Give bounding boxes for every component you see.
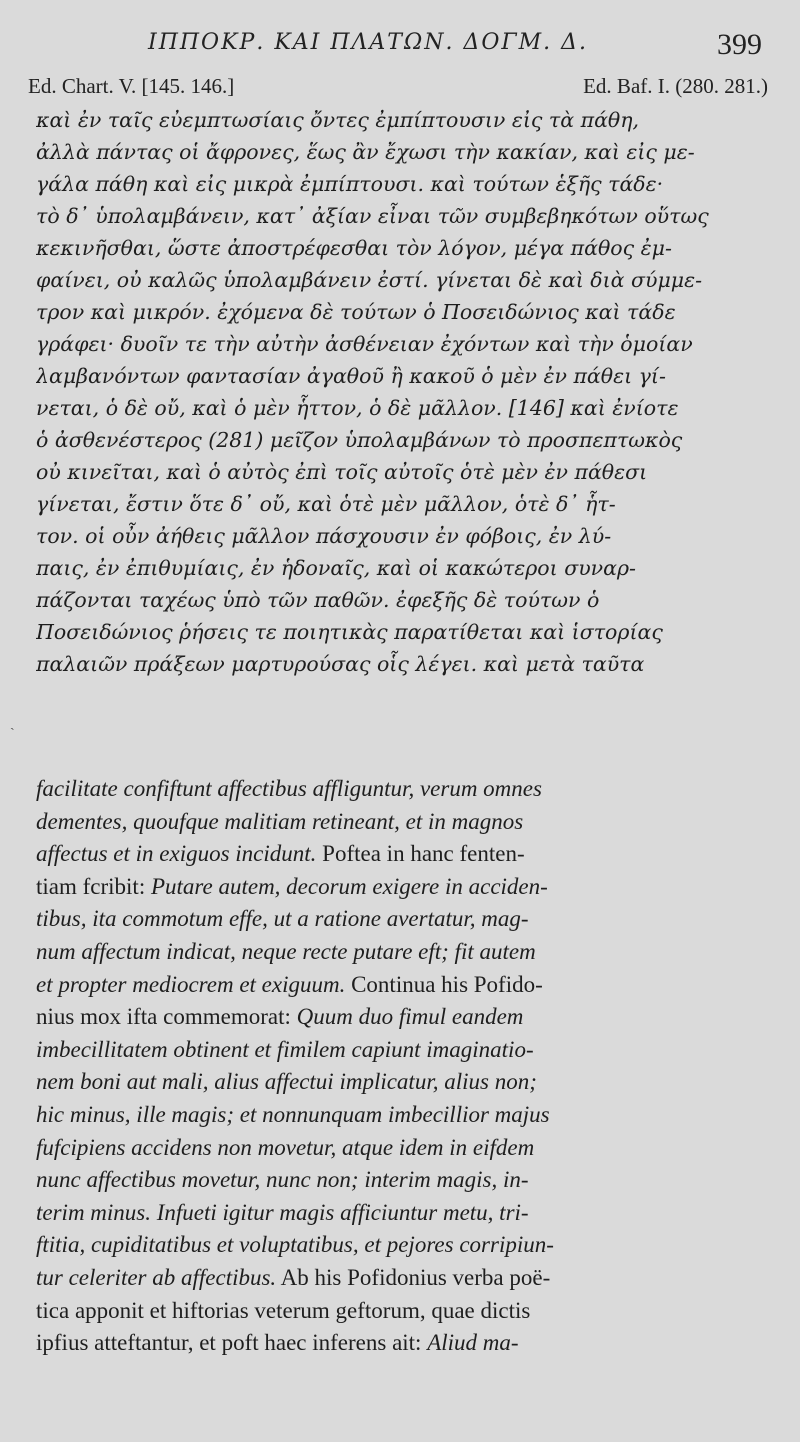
greek-text-line: Ποσειδώνιος ῥήσεις τε ποιητικὰς παρατίθεται καὶ ἱστορίας [36,620,663,644]
latin-italic-run: facilitate confiftunt affectibus affliguntur, verum omnes [36,776,542,801]
latin-roman-run: Continua his Pofido- [345,971,543,997]
greek-text-line: ἀλλὰ πάντας οἱ ἄφρονες, ἕως ἂν ἔχωσι τὴν κακίαν, καὶ εἰς με- [36,140,695,164]
latin-text-line [36,1066,764,1099]
latin-text-line [36,903,764,936]
latin-text-line [36,1229,764,1262]
latin-italic-run: terim minus. [36,1199,151,1225]
greek-text-line: παλαιῶν πράξεων μαρτυρούσας οἷς λέγει. καὶ μετὰ ταῦτα [36,652,645,676]
latin-italic-run: dementes, quoufque malitiam retineant, et in magnos [36,808,524,834]
greek-text-line: γίνεται, ἔστιν ὅτε δ᾽ οὔ, καὶ ὁτὲ μὲν μᾶλλον, ὁτὲ δ᾽ ἧτ- [36,492,616,516]
latin-text-line [36,838,764,871]
latin-roman-run: Ab his Pofidonius verba poë- [276,1264,551,1290]
margin-mark: ˏ [10,715,15,731]
latin-translation-block [36,773,764,1360]
latin-roman-run: tiam fcribit: [36,873,151,899]
edition-reference-basel: Ed. Baf. I. (280. 281.) [583,74,768,98]
latin-text-line [36,1132,764,1165]
latin-italic-run: tibus, ita commotum effe, ut a ratione avertatur, mag- [36,906,529,932]
greek-text-line: γράφει· δυοῖν τε τὴν αὐτὴν ἀσθένειαν ἐχόντων καὶ τὴν ὁμοίαν [36,332,693,356]
latin-italic-run: nem boni aut mali, alius affectui implicatur, alius non; [36,1069,537,1095]
greek-text-line: πάζονται ταχέως ὑπὸ τῶν παθῶν. ἐφεξῆς δὲ τούτων ὁ [36,588,600,612]
edition-reference-line [28,74,768,102]
latin-text-line [36,1327,764,1360]
latin-italic-run: imbecillitatem obtinent et fimilem capiunt imaginatio- [36,1036,534,1062]
greek-text-line: κεκινῆσθαι, ὥστε ἀποστρέφεσθαι τὸν λόγον, μέγα πάθος ἐμ- [36,236,672,260]
latin-italic-run: Infueti igitur magis afficiuntur metu, tri- [156,1199,529,1225]
latin-italic-run: ftitia, cupiditatibus et voluptatibus, et pejores corripiun- [36,1232,554,1258]
latin-italic-run: Aliud ma- [427,1330,519,1356]
running-head-title: ΙΠΠΟΚΡ. ΚΑΙ ΠΛΑΤΩΝ. ΔΟΓΜ. Δ. [148,30,589,55]
running-head [0,28,800,68]
greek-text-block [36,104,764,680]
latin-text-line [36,1099,764,1132]
latin-text-line [36,969,764,1002]
latin-roman-run: Poftea in hanc fenten- [316,841,525,867]
latin-italic-run: hic minus, ille magis; et nonnunquam imbecillior majus [36,1101,550,1127]
latin-text-line [36,1262,764,1295]
latin-text-line [36,806,764,839]
latin-italic-run: Putare autem, decorum exigere in acciden- [150,873,548,899]
latin-italic-run: affectus et in exiguos incidunt. [36,841,317,867]
latin-italic-run: nunc affectibus movetur, nunc non; interim magis, in- [36,1167,529,1193]
greek-text-line: φαίνει, οὐ καλῶς ὑπολαμβάνειν ἐστί. γίνεται δὲ καὶ διὰ σύμμε- [36,268,703,292]
latin-italic-run: Quum duo fimul eandem [296,1004,524,1030]
latin-roman-run: ipfius atteftantur, et poft haec inferens ait: [36,1330,428,1356]
latin-text-line [36,1034,764,1067]
latin-italic-run: fufcipiens accidens non movetur, atque idem in eifdem [36,1134,535,1160]
latin-text-line [36,773,764,806]
greek-text-line: γάλα πάθη καὶ εἰς μικρὰ ἐμπίπτουσι. καὶ τούτων ἑξῆς τάδε· [36,172,664,196]
latin-text-line [36,1295,764,1328]
latin-roman-run: nius mox ifta commemorat: [36,1004,297,1030]
greek-text-line: τρον καὶ μικρόν. ἐχόμενα δὲ τούτων ὁ Ποσειδώνιος καὶ τάδε [36,300,676,324]
latin-text-line [36,1164,764,1197]
latin-text-line [36,1001,764,1034]
latin-text-line [36,936,764,969]
greek-text-line: τὸ δ᾽ ὑπολαμβάνειν, κατ᾽ ἀξίαν εἶναι τῶν συμβεβηκότων οὕτως [36,204,709,228]
greek-text-line: νεται, ὁ δὲ οὔ, καὶ ὁ μὲν ἧττον, ὁ δὲ μᾶλλον. [146] καὶ ἐνίοτε [36,396,679,420]
latin-text-line [36,871,764,904]
latin-italic-run: tur celeriter ab affectibus. [36,1264,277,1290]
edition-reference-chart: Ed. Chart. V. [145. 146.] [28,74,235,98]
greek-text-line: λαμβανόντων φαντασίαν ἀγαθοῦ ἢ κακοῦ ὁ μὲν ἐν πάθει γί- [36,364,666,388]
latin-italic-run: num affectum indicat, neque recte putare eft; fit autem [36,938,536,964]
latin-text-line [36,1197,764,1230]
latin-italic-run: et propter mediocrem et exiguum. [36,971,346,997]
latin-roman-run: tica apponit et hiftorias veterum geftorum, quae dictis [36,1297,531,1323]
page-number: 399 [717,28,762,61]
greek-text-line: ὁ ἀσθενέστερος (281) μεῖζον ὑπολαμβάνων τὸ προσπεπτωκὸς [36,428,683,452]
greek-text-line: τον. οἱ οὖν ἀήθεις μᾶλλον πάσχουσιν ἐν φόβοις, ἐν λύ- [36,524,612,548]
greek-text-line: καὶ ἐν ταῖς εὐεμπτωσίαις ὄντες ἐμπίπτουσιν εἰς τὰ πάθη, [36,108,640,132]
greek-text-line: οὐ κινεῖται, καὶ ὁ αὐτὸς ἐπὶ τοῖς αὐτοῖς ὁτὲ μὲν ἐν πάθεσι [36,460,648,484]
greek-text-line: παις, ἐν ἐπιθυμίαις, ἐν ἡδοναῖς, καὶ οἱ κακώτεροι συναρ- [36,556,636,580]
